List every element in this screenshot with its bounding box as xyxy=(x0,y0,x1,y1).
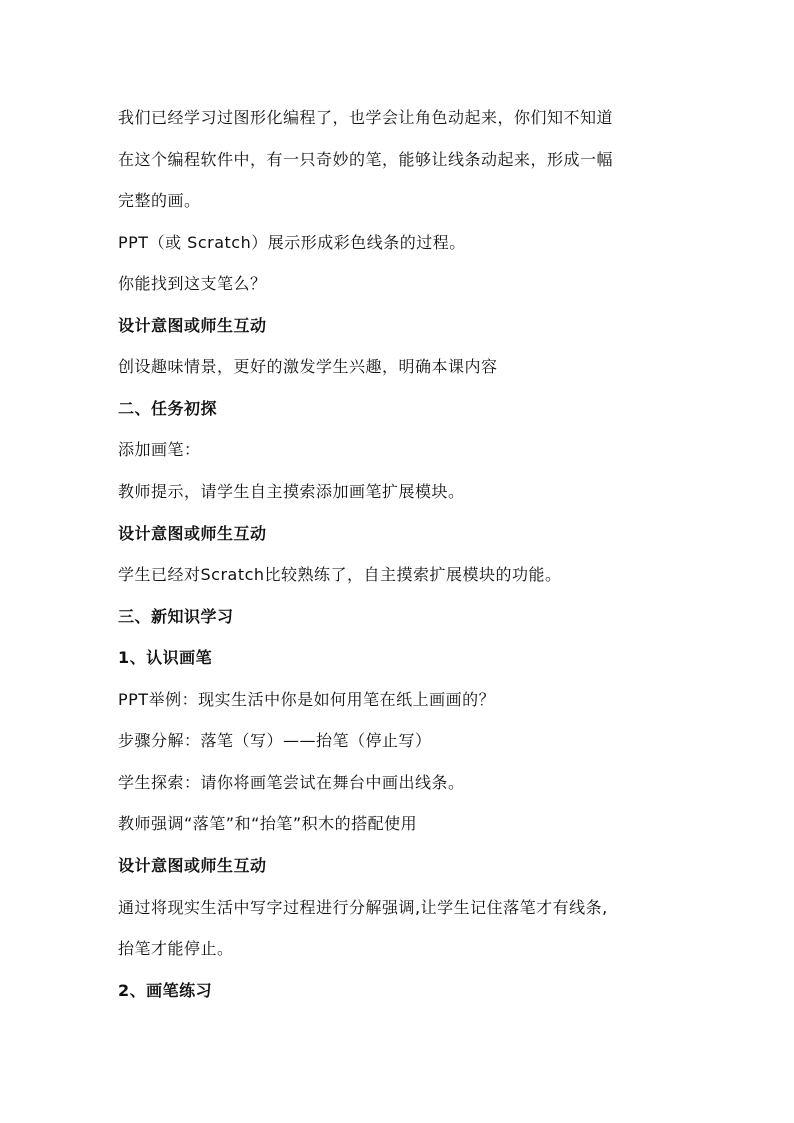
paragraph-line: PPT（或 Scratch）展示形成彩色线条的过程。 xyxy=(118,233,466,252)
paragraph-line: 通过将现实生活中写字过程进行分解强调,让学生记住落笔才有线条, xyxy=(118,898,608,917)
paragraph-line: 步骤分解：落笔（写）——抬笔（停止写） xyxy=(118,731,432,750)
section-heading: 三、新知识学习 xyxy=(118,607,234,626)
section-heading: 设计意图或师生互动 xyxy=(118,316,267,335)
paragraph-line: 创设趣味情景，更好的激发学生兴趣，明确本课内容 xyxy=(118,357,498,376)
paragraph-line: PPT举例：现实生活中你是如何用笔在纸上画画的？ xyxy=(118,690,496,709)
section-heading: 2、画笔练习 xyxy=(118,981,213,1000)
paragraph-line: 抬笔才能停止。 xyxy=(118,939,234,958)
section-heading: 二、任务初探 xyxy=(118,399,218,418)
paragraph-line: 教师强调“落笔”和“抬笔”积木的搭配使用 xyxy=(118,814,418,833)
section-heading: 设计意图或师生互动 xyxy=(118,524,267,543)
paragraph-line: 在这个编程软件中，有一只奇妙的笔，能够让线条动起来，形成一幅 xyxy=(118,150,614,169)
paragraph-line: 我们已经学习过图形化编程了，也学会让角色动起来，你们知不知道 xyxy=(118,108,614,127)
paragraph-line: 你能找到这支笔么？ xyxy=(118,274,267,293)
section-heading: 设计意图或师生互动 xyxy=(118,856,267,875)
paragraph-line: 添加画笔： xyxy=(118,440,201,459)
paragraph-line: 教师提示，请学生自主摸索添加画笔扩展模块。 xyxy=(118,482,465,501)
paragraph-line: 学生已经对Scratch比较熟练了，自主摸索扩展模块的功能。 xyxy=(118,565,562,584)
paragraph-line: 学生探索：请你将画笔尝试在舞台中画出线条。 xyxy=(118,773,465,792)
paragraph-line: 完整的画。 xyxy=(118,191,201,210)
section-heading: 1、认识画笔 xyxy=(118,648,213,667)
